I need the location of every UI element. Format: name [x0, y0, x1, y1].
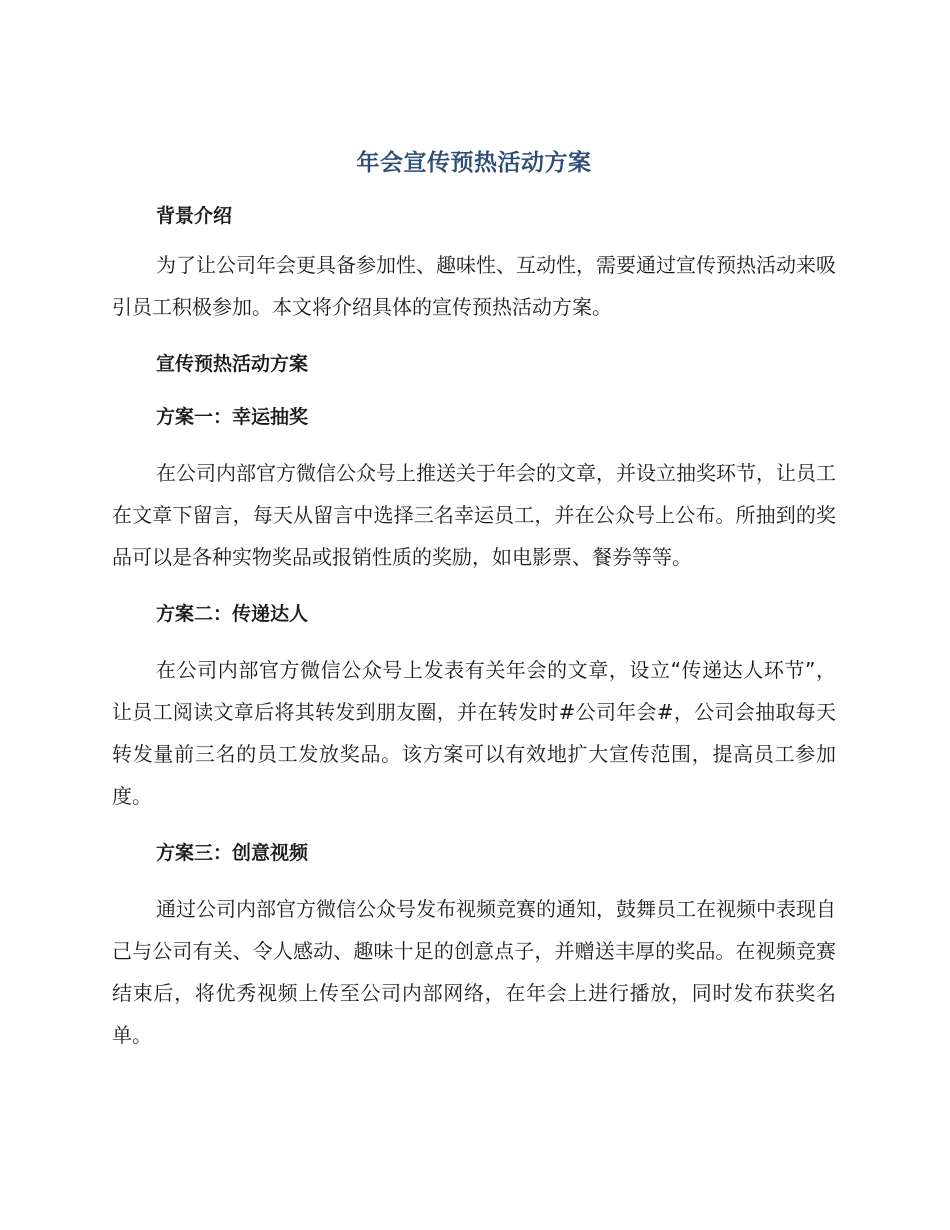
- paragraph-plan-three: 通过公司内部官方微信公众号发布视频竞赛的通知，鼓舞员工在视频中表现自己与公司有关、令人感动、趣味十足的创意点子，并赠送丰厚的奖品。在视频竞赛结束后，将优秀视频上传至公司内部网络，在年会上进行播放，同时发布获奖名单。: [112, 897, 836, 1047]
- section-heading-background: 背景介绍: [156, 205, 233, 227]
- paragraph-plan-one: 在公司内部官方微信公众号上推送关于年会的文章，并设立抽奖环节，让员工在文章下留言，每天从留言中选择三名幸运员工，并在公众号上公布。所抽到的奖品可以是各种实物奖品或报销性质的奖励，如电影票、餐券等等。: [112, 461, 836, 569]
- paragraph-background: 为了让公司年会更具备参加性、趣味性、互动性，需要通过宣传预热活动来吸引员工积极参加。本文将介绍具体的宣传预热活动方案。: [112, 253, 836, 319]
- document-title: 年会宣传预热活动方案: [356, 150, 592, 176]
- section-heading-plan: 宣传预热活动方案: [156, 353, 309, 375]
- paragraph-plan-two: 在公司内部官方微信公众号上发表有关年会的文章，设立“传递达人环节”，让员工阅读文章后将其转发到朋友圈，并在转发时#公司年会#，公司会抽取每天转发量前三名的员工发放奖品。该方案可以有效地扩大宣传范围，提高员工参加度。: [112, 658, 836, 808]
- document-page: [112, 140, 836, 1074]
- subheading-plan-one: 方案一：幸运抽奖: [156, 406, 309, 428]
- subheading-plan-two: 方案二：传递达人: [156, 603, 309, 625]
- subheading-plan-three: 方案三：创意视频: [156, 842, 309, 864]
